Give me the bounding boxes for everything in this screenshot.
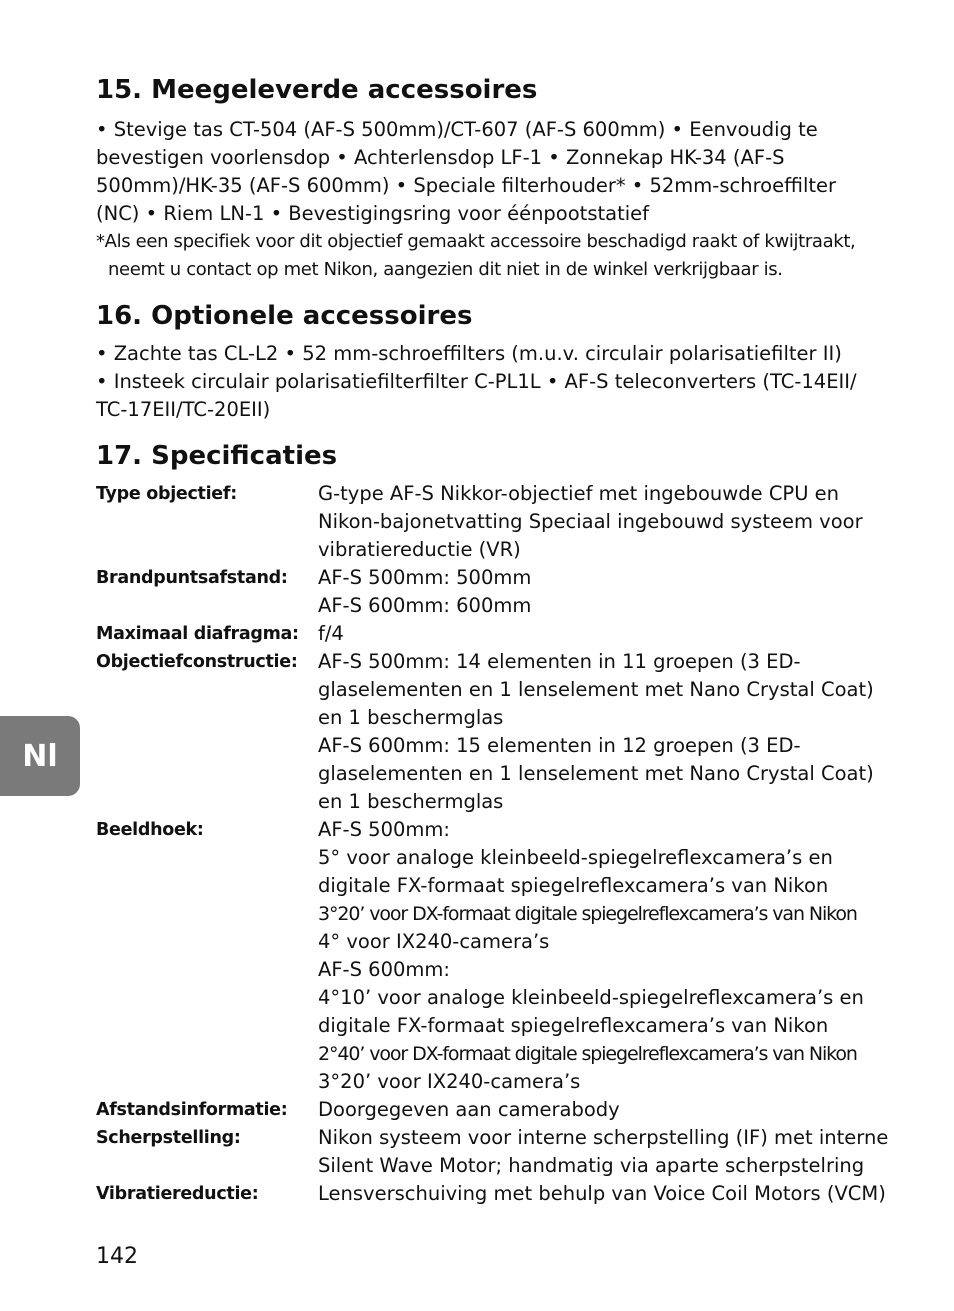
spec-line: 3°20’ voor DX-formaat digitale spiegelreflexcamera’s van Nikon <box>318 903 857 925</box>
spec-line: vibratiereductie (VR) <box>318 538 521 561</box>
spec-line <box>318 648 888 676</box>
language-tab: Nl <box>0 716 80 796</box>
spec-label: Brandpuntsafstand: <box>96 568 288 588</box>
accessory-line: • Zachte tas CL-L2 • 52 mm-schroeffilters (m.u.v. circulair polarisatiefilter II) <box>96 342 842 365</box>
spec-value <box>318 564 888 620</box>
spec-value <box>318 1180 888 1208</box>
model-prefix: AF-S 500mm: <box>318 566 450 589</box>
spec-label: Maximaal diafragma: <box>96 624 299 644</box>
spec-value <box>318 480 888 564</box>
spec-text: 600mm <box>449 594 532 617</box>
section-title: 15. Meegeleverde accessoires <box>96 75 538 105</box>
model-prefix: AF-S 600mm: <box>318 958 450 981</box>
page-number: 142 <box>96 1244 138 1269</box>
section-title: 16. Optionele accessoires <box>96 301 473 331</box>
footnote: *Als een specifiek voor dit objectief gemaakt accessoire beschadigd raakt of kwijtraakt, <box>96 231 856 252</box>
spec-value <box>318 1124 888 1180</box>
spec-line <box>318 564 888 592</box>
accessory-line: (NC) • Riem LN-1 • Bevestigingsring voor éénpootstatief <box>96 202 649 225</box>
spec-text: 500mm <box>449 566 532 589</box>
spec-line: 4° voor IX240-camera’s <box>318 930 550 953</box>
section-included-accessories <box>96 72 886 284</box>
spec-text: 14 elementen in 11 groepen (3 ED- <box>449 650 801 673</box>
spec-text: 15 elementen in 12 groepen (3 ED- <box>449 734 801 757</box>
section-specifications <box>96 438 889 1208</box>
spec-line: 3°20’ voor IX240-camera’s <box>318 1070 581 1093</box>
spec-table <box>96 480 889 1208</box>
spec-line: glaselementen en 1 lenselement met Nano Crystal Coat) <box>318 678 874 701</box>
section-title: 17. Specificaties <box>96 441 338 471</box>
spec-line: Doorgegeven aan camerabody <box>318 1098 620 1121</box>
spec-value <box>318 648 888 816</box>
spec-line: Silent Wave Motor; handmatig via aparte scherpstelring <box>318 1154 865 1177</box>
spec-line: Nikon systeem voor interne scherpstelling (IF) met interne <box>318 1126 889 1149</box>
accessory-line: • Stevige tas CT-504 (AF-S 500mm)/CT-607 (AF-S 600mm) • Eenvoudig te <box>96 118 818 141</box>
spec-line: 5° voor analoge kleinbeeld-spiegelreflexcamera’s en <box>318 846 833 869</box>
section-optional-accessories <box>96 298 886 424</box>
spec-value <box>318 1096 888 1124</box>
model-prefix: AF-S 600mm: <box>318 734 450 757</box>
model-prefix: AF-S 500mm: <box>318 818 450 841</box>
spec-line: G-type AF-S Nikkor-objectief met ingebouwde CPU en <box>318 482 840 505</box>
spec-label: Afstandsinformatie: <box>96 1100 288 1120</box>
spec-label: Scherpstelling: <box>96 1128 241 1148</box>
spec-label: Vibratiereductie: <box>96 1184 259 1204</box>
spec-line: glaselementen en 1 lenselement met Nano Crystal Coat) <box>318 762 874 785</box>
spec-line: en 1 beschermglas <box>318 790 504 813</box>
spec-label: Type objectief: <box>96 484 237 504</box>
spec-label: Beeldhoek: <box>96 820 204 840</box>
spec-line: Lensverschuiving met behulp van Voice Coil Motors (VCM) <box>318 1182 886 1205</box>
model-prefix: AF-S 500mm: <box>318 650 450 673</box>
page-content <box>96 70 889 1208</box>
spec-line <box>318 592 888 620</box>
spec-line: digitale FX-formaat spiegelreflexcamera’s van Nikon <box>318 874 829 897</box>
spec-line: f/4 <box>318 622 344 645</box>
spec-value <box>318 620 888 648</box>
accessory-line: bevestigen voorlensdop • Achterlensdop LF-1 • Zonnekap HK-34 (AF-S <box>96 146 785 169</box>
spec-value <box>318 816 888 1096</box>
footnote: neemt u contact op met Nikon, aangezien dit niet in de winkel verkrijgbaar is. <box>108 259 783 280</box>
spec-line: 2°40’ voor DX-formaat digitale spiegelreflexcamera’s van Nikon <box>318 1043 857 1065</box>
spec-label: Objectiefconstructie: <box>96 652 298 672</box>
accessory-line: TC-17EII/TC-20EII) <box>96 398 271 421</box>
spec-line: Nikon-bajonetvatting Speciaal ingebouwd systeem voor <box>318 510 863 533</box>
accessory-line: 500mm)/HK-35 (AF-S 600mm) • Speciale filterhouder* • 52mm-schroeffilter <box>96 174 837 197</box>
spec-line: en 1 beschermglas <box>318 706 504 729</box>
spec-line <box>318 732 888 760</box>
accessory-line: • Insteek circulair polarisatiefilterfilter C-PL1L • AF-S teleconverters (TC-14EII/ <box>96 370 857 393</box>
spec-line: 4°10’ voor analoge kleinbeeld-spiegelreflexcamera’s en <box>318 986 864 1009</box>
model-prefix: AF-S 600mm: <box>318 594 450 617</box>
spec-line: digitale FX-formaat spiegelreflexcamera’s van Nikon <box>318 1014 829 1037</box>
